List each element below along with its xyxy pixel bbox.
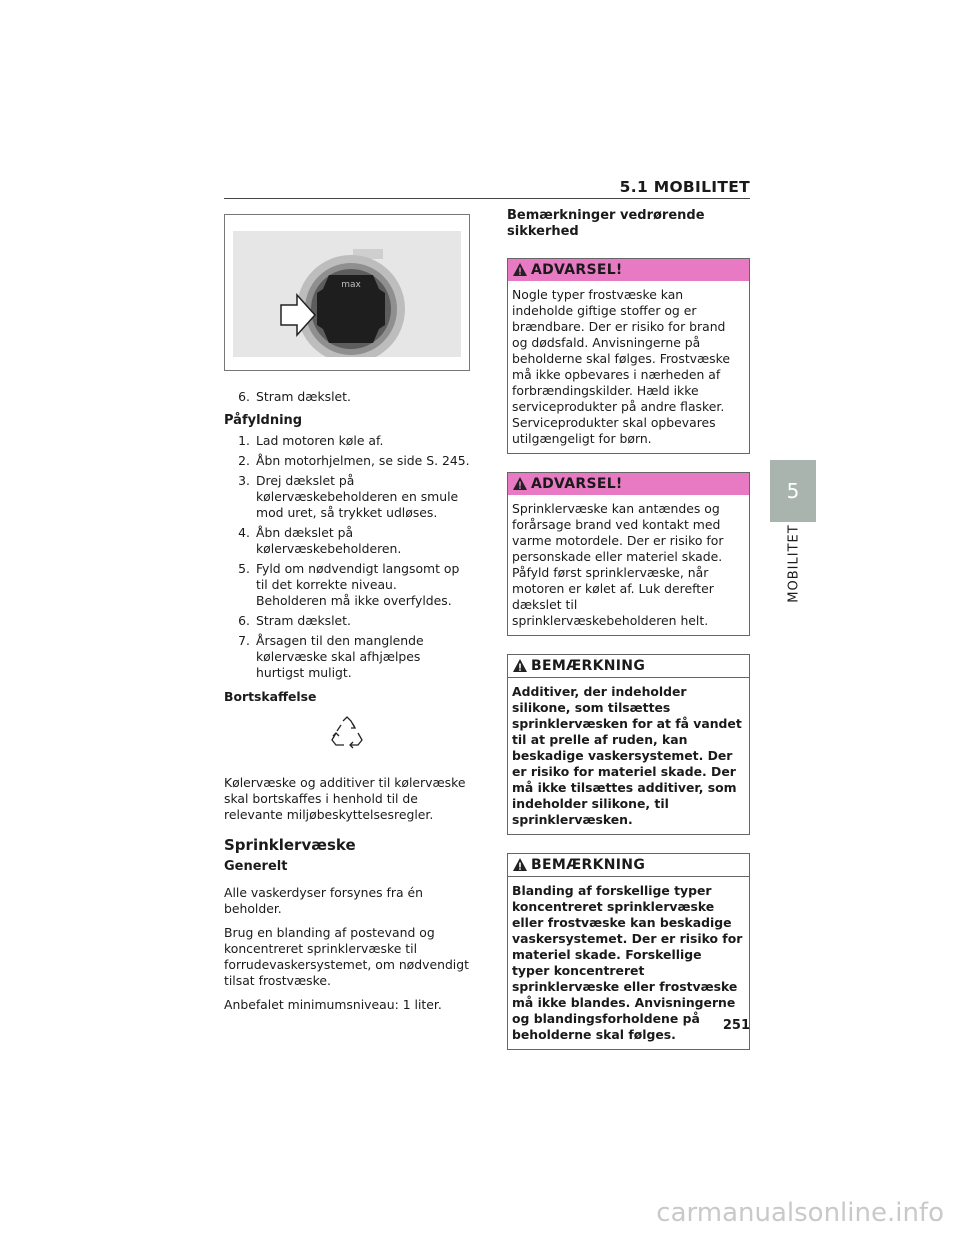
reservoir-photo [224,214,470,371]
note-text: Additiver, der indeholder silikone, som tilsættes sprinklervæsken for at få vandet til at prelle af ruden, kan beskadige vaskersystemet. Der er risiko for materiel skade. Der må ikke tilsættes additiver, som indeholder silikone, til sprinklervæsken. [512,684,742,827]
warning-icon [512,262,528,278]
note-label: BEMÆRKNING [531,658,646,674]
max-mark: max [341,280,361,290]
warning-box [507,258,750,454]
right-column [507,208,750,1068]
note-label: BEMÆRKNING [531,857,646,873]
page-number: 251 [722,1018,750,1033]
paragraph: Alle vaskerdyser forsynes fra én beholder. [224,885,424,916]
warning-bar [508,259,749,281]
note-text: Blanding af forskellige typer koncentreret sprinklervæske eller frostvæske kan beskadige vaskersystemet. Der er risiko for materiel skade. Forskellige typer koncentreret sprinklervæske eller frostvæske må ikke blandes. Anvisningerne og blandingsforholdene på beholderne skal følges. [512,883,743,1042]
warning-icon [512,857,528,873]
list-item: 4. Åbn dækslet på kølervæskebeholderen. [238,525,402,556]
chapter-tab-label-wrap [784,526,804,606]
paragraph: Anbefalet minimumsniveau: 1 liter. [224,997,442,1012]
heading-safety-notes: Bemærkninger vedrørende sikkerhed [507,208,705,239]
left-column [224,214,470,1021]
warning-icon [512,658,528,674]
warning-text: Nogle typer frostvæske kan indeholde giftige stoffer og er brændbare. Der er risiko for brand og dødsfald. Anvisningerne på beholderne skal følges. Frostvæske må ikke opbevares i nærheden af forbrændingskilder. Hæld ikke serviceprodukter på andre flasker. Serviceprodukter skal opbevares utilgængeligt for børn. [512,287,730,446]
chapter-number: 5 [786,479,800,503]
warning-text: Sprinklervæske kan antændes og forårsage brand ved kontakt med varme motordele. Der er risiko for personskade eller materiel skade. Påfyld først sprinklervæske, når motoren er kølet af. Luk derefter dækslet til sprinklervæskebeholderen helt. [512,501,724,628]
warning-label: ADVARSEL! [531,262,623,278]
note-bar [508,655,749,678]
photo-area [233,231,461,357]
list-item: 3. Drej dækslet på kølervæskebeholderen en smule mod uret, så trykket udløses. [238,473,459,520]
list-item: 7. Årsagen til den manglende kølervæske skal afhjælpes hurtigst muligt. [238,633,424,680]
warning-bar [508,473,749,495]
recycle-icon [330,715,364,749]
heading-generelt: Generelt [224,859,288,874]
recycle-symbol [224,715,470,749]
note-box [507,853,750,1050]
chapter-label: MOBILITET [786,524,802,603]
paragraph: Brug en blanding af postevand og koncentreret sprinklervæske til forrudevaskersystemet, om nødvendigt tilsat frostvæske. [224,925,469,988]
warning-box [507,472,750,636]
warning-label: ADVARSEL! [531,476,623,492]
note-bar [508,854,749,877]
step-6-top: 6. Stram dækslet. [238,389,351,404]
coolant-cap-illustration [233,231,461,357]
warning-icon [512,476,528,492]
note-box [507,654,750,835]
section-header: 5.1 MOBILITET [619,178,750,196]
list-item: 2. Åbn motorhjelmen, se side S. 245. [238,453,470,468]
disposal-paragraph: Kølervæske og additiver til kølervæske skal bortskaffes i henhold til de relevante miljøbeskyttelsesregler. [224,775,466,822]
watermark: carmanualsonline.info [656,1198,944,1228]
header-divider [224,198,750,199]
heading-sprinklervaeske: Sprinklervæske [224,836,356,854]
chapter-tab [770,460,816,522]
heading-pafyldning: Påfyldning [224,413,303,428]
list-item: 5. Fyld om nødvendigt langsomt op til det korrekte niveau. Beholderen må ikke overfyldes. [238,561,460,608]
list-item: 6. Stram dækslet. [238,613,351,628]
list-item: 1. Lad motoren køle af. [238,433,384,448]
heading-bortskaffelse: Bortskaffelse [224,689,317,704]
